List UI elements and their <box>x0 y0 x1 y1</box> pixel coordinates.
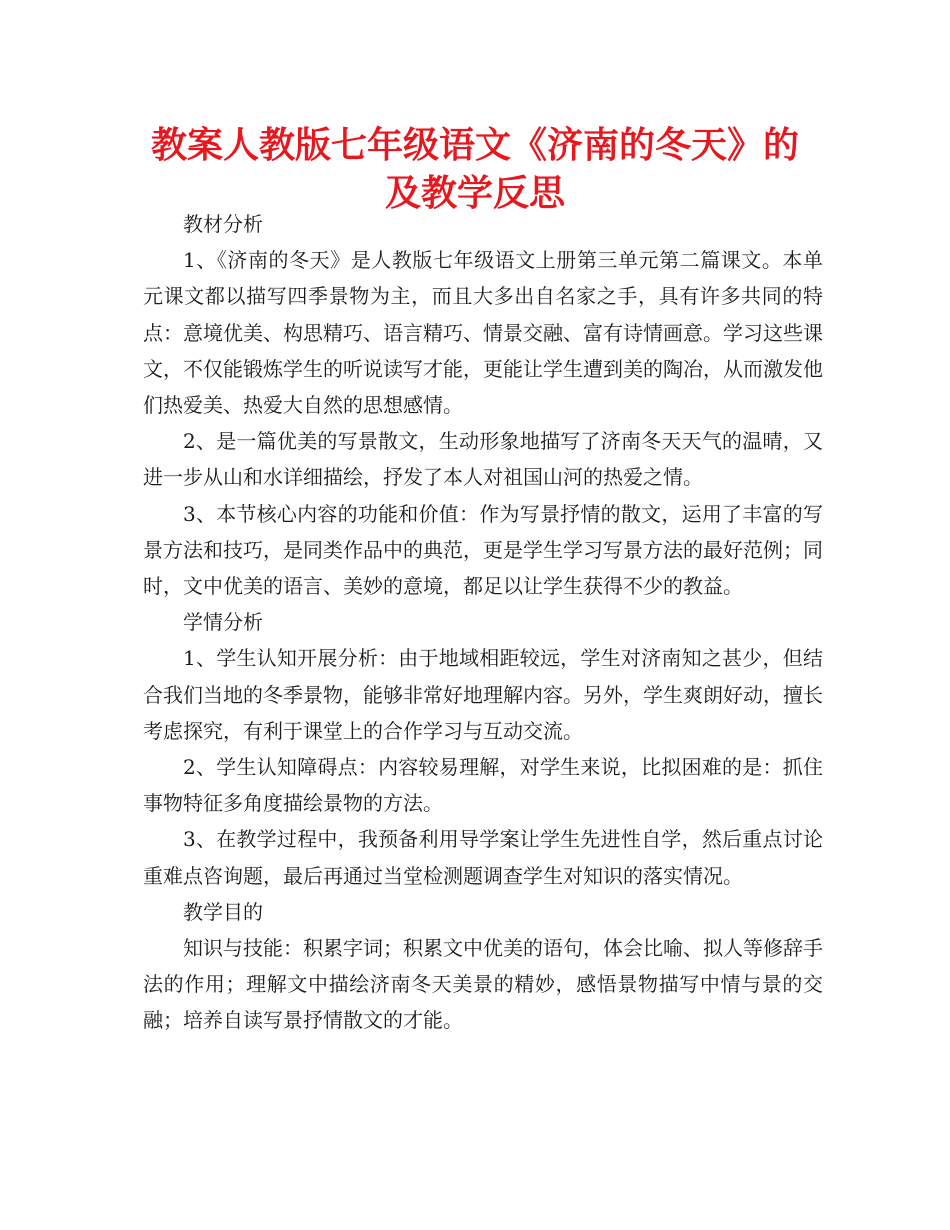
paragraph: 2、学生认知障碍点：内容较易理解，对学生来说，比拟困难的是：抓住事物特征多角度描绘景物的方法。 <box>143 755 823 816</box>
paragraph: 2、是一篇优美的写景散文，生动形象地描写了济南冬天天气的温晴，又进一步从山和水详细描绘，抒发了本人对祖国山河的热爱之情。 <box>143 429 823 490</box>
paragraph: 1、《济南的冬天》是人教版七年级语文上册第三单元第二篇课文。本单元课文都以描写四季景物为主，而且大多出自名家之手，具有许多共同的特点：意境优美、构思精巧、语言精巧、情景交融、富有诗情画意。学习这些课文，不仅能锻炼学生的听说读写才能，更能让学生遭到美的陶冶，从而激发他们热爱美、热爱大自然的思想感情。 <box>143 248 823 418</box>
document-title-line-1: 教案人教版七年级语文《济南的冬天》的 <box>150 125 799 166</box>
document-body <box>143 206 823 1039</box>
paragraph: 1、学生认知开展分析：由于地域相距较远，学生对济南知之甚少，但结合我们当地的冬季景物，能够非常好地理解内容。另外，学生爽朗好动，擅长考虑探究，有利于课堂上的合作学习与互动交流。 <box>143 646 823 743</box>
section-heading-student-analysis: 学情分析 <box>183 610 263 635</box>
document-title-line-2: 及教学反思 <box>384 173 565 214</box>
paragraph: 3、本节核心内容的功能和价值：作为写景抒情的散文，运用了丰富的写景方法和技巧，是同类作品中的典范，更是学生学习写景方法的最好范例；同时，文中优美的语言、美妙的意境，都足以让学生获得不少的教益。 <box>143 501 823 599</box>
section-heading-teaching-goals: 教学目的 <box>183 899 263 924</box>
section-heading-textbook-analysis: 教材分析 <box>183 212 263 236</box>
paragraph: 知识与技能：积累字词；积累文中优美的语句，体会比喻、拟人等修辞手法的作用；理解文中描绘济南冬天美景的精妙，感悟景物描写中情与景的交融；培养自读写景抒情散文的才能。 <box>143 936 823 1033</box>
paragraph: 3、在教学过程中，我预备利用导学案让学生先进性自学，然后重点讨论重难点咨询题，最后再通过当堂检测题调查学生对知识的落实情况。 <box>143 827 823 888</box>
